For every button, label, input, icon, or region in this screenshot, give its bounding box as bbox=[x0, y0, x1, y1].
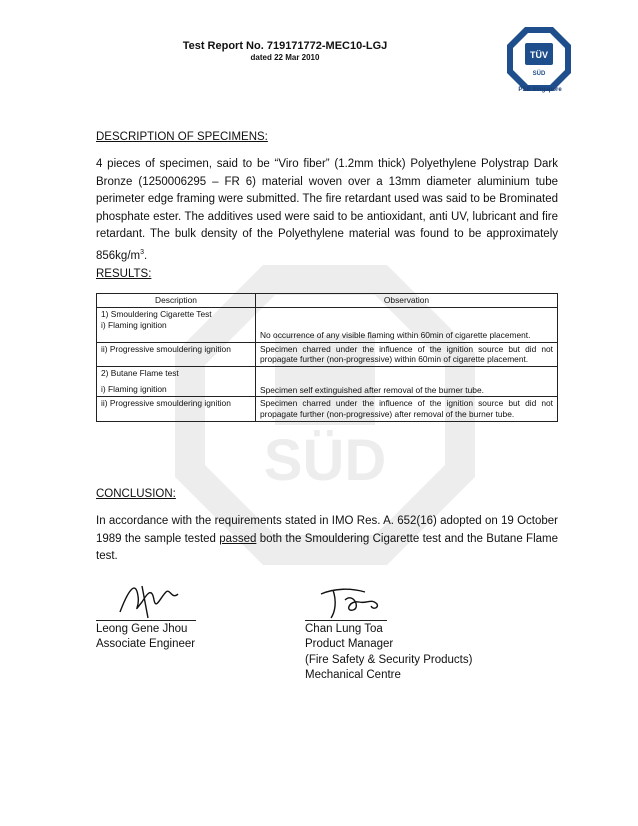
logo-mark: TÜV bbox=[530, 50, 548, 60]
left-signatory bbox=[96, 622, 195, 653]
logo-sub: SÜD bbox=[532, 71, 546, 77]
results-heading: RESULTS: bbox=[96, 268, 152, 280]
specimens-text: 4 pieces of specimen, said to be “Viro fiber” (1.2mm thick) Polyethylene Polystrap Dark Bronze (1250006295 – FR 6) material woven over a 13mm diameter aluminium tube perimeter edge framing were submitted. The fire retardant used was said to be Brominated phosphate ester. The additives used were said to be antioxidant, anti UV, lubricant and fire retardant. The bulk density of the Polyethylene material was found to be approximately 856kg/m bbox=[96, 158, 558, 262]
test1-ii-observation: Specimen charred under the influence of the ignition source but did not propagate further (non-progressive) within 60min of cigarette placement. bbox=[256, 342, 558, 366]
test1-i-label: i) Flaming ignition bbox=[101, 319, 167, 330]
right-signatory-centre: Mechanical Centre bbox=[305, 668, 401, 681]
right-signatory-title: Product Manager bbox=[305, 638, 394, 651]
test1-description-cell bbox=[97, 308, 256, 343]
right-signature-line bbox=[305, 620, 387, 621]
right-signatory-dept: (Fire Safety & Security Products) bbox=[305, 653, 473, 666]
right-signatory bbox=[305, 622, 472, 683]
right-signatory-name: Chan Lung Toa bbox=[305, 623, 383, 635]
specimens-heading: DESCRIPTION OF SPECIMENS: bbox=[96, 131, 268, 143]
test2-title: 2) Butane Flame test bbox=[101, 367, 179, 378]
report-date: dated 22 Mar 2010 bbox=[250, 53, 320, 62]
left-signatory-title: Associate Engineer bbox=[96, 638, 196, 651]
conclusion-text-after: both the Smouldering Cigarette test and the Butane Flame test. bbox=[96, 532, 559, 562]
left-signatory-name: Leong Gene Jhou bbox=[96, 623, 188, 635]
test2-description-cell bbox=[97, 366, 256, 397]
specimens-paragraph bbox=[96, 156, 558, 265]
test2-i-label: i) Flaming ignition bbox=[101, 384, 167, 395]
logo-caption: PSB Singapore bbox=[518, 87, 562, 93]
table-row bbox=[97, 397, 558, 421]
conclusion-heading: CONCLUSION: bbox=[96, 488, 176, 500]
right-signature bbox=[315, 580, 390, 620]
test1-ii-label: ii) Progressive smouldering ignition bbox=[97, 342, 256, 366]
density-superscript: 3 bbox=[140, 248, 145, 256]
test1-i-observation: No occurrence of any visible flaming within 60min of cigarette placement. bbox=[256, 308, 558, 343]
passed-text: passed bbox=[219, 532, 257, 545]
col-observation: Observation bbox=[256, 294, 558, 308]
results-table bbox=[96, 293, 558, 422]
test1-title: 1) Smouldering Cigarette Test bbox=[101, 309, 212, 319]
conclusion-paragraph bbox=[96, 513, 558, 566]
left-signature bbox=[112, 578, 192, 620]
watermark-text: SÜD bbox=[263, 428, 387, 493]
specimens-end: . bbox=[144, 249, 148, 262]
left-signature-line bbox=[96, 620, 196, 621]
table-row bbox=[97, 342, 558, 366]
conclusion-text-before: In accordance with the requirements stated in IMO Res. A. 652(16) adopted on 19 October 1989 the sample tested bbox=[96, 515, 558, 545]
test2-ii-observation: Specimen charred under the influence of the ignition source but did not propagate further (non-progressive) after removal of the burner tube. bbox=[256, 397, 558, 421]
test2-ii-label: ii) Progressive smouldering ignition bbox=[97, 397, 256, 421]
report-title: Test Report No. 719171772-MEC10-LGJ bbox=[182, 40, 388, 52]
test2-i-observation: Specimen self extinguished after removal of the burner tube. bbox=[256, 366, 558, 397]
table-header-row bbox=[97, 294, 558, 308]
col-description: Description bbox=[97, 294, 256, 308]
table-row bbox=[97, 366, 558, 397]
table-row bbox=[97, 308, 558, 343]
